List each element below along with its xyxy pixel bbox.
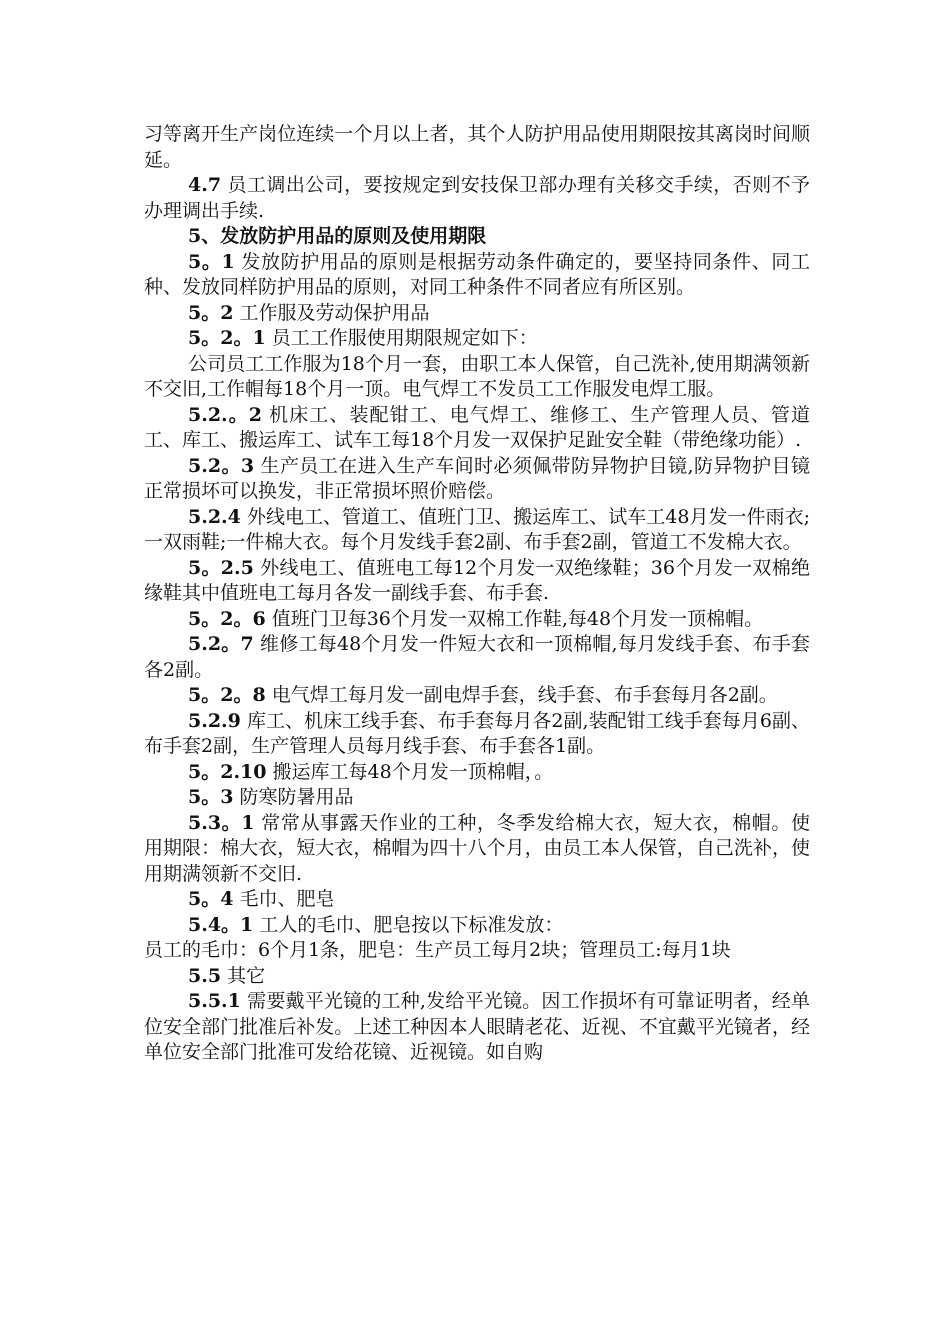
paragraph-text: 外线电工、管道工、值班门卫、搬运库工、试车工48月发一件雨衣;一双雨鞋;一件棉大衣。每个月发线手套2副、布手套2副，管道工不发棉大衣。 — [144, 505, 810, 553]
paragraph-5-5-1 — [144, 989, 810, 1066]
clause-number: 5。1 — [188, 250, 235, 273]
paragraph-text: 发放防护用品的原则是根据劳动条件确定的，要坚持同条件、同工种、发放同样防护用品的原则，对同工种条件不同者应有所区别。 — [144, 250, 810, 298]
paragraph-text: 搬运库工每48个月发一顶棉帽，。 — [266, 760, 554, 783]
clause-number: 5。2.5 — [188, 556, 254, 579]
paragraph-text: 毛巾、肥皂 — [233, 888, 335, 910]
paragraph-5-2-3 — [144, 454, 810, 505]
paragraph-text: 公司员工工作服为18个月一套，由职工本人保管，自己洗补,使用期满领新不交旧,工作帽每18个月一顶。电气焊工不发员工工作服发电焊工服。 — [144, 352, 810, 400]
clause-number: 5。2.10 — [188, 760, 267, 783]
paragraph-5-1 — [144, 250, 810, 301]
clause-number: 5。4 — [188, 888, 234, 910]
paragraph-text: 工人的毛巾、肥皂按以下标准发放： — [253, 913, 564, 936]
clause-number: 5。2 — [188, 301, 234, 324]
paragraph-text: 需要戴平光镜的工种,发给平光镜。因工作损坏有可靠证明者，经单位安全部门批准后补发。上述工种因本人眼睛老花、近视、不宜戴平光镜者，经单位安全部门批准可发给花镜、近视镜。如自购 — [144, 990, 810, 1063]
clause-number: 4.7 — [188, 174, 222, 196]
clause-number: 5。2。6 — [188, 607, 266, 630]
paragraph-continuation — [144, 122, 810, 173]
paragraph-5-2-7 — [144, 632, 810, 683]
paragraph-5-2-4 — [144, 505, 810, 556]
clause-number: 5.2.9 — [188, 709, 241, 732]
paragraph-5-3 — [144, 785, 810, 811]
paragraph-text: 库工、机床工线手套、布手套每月各2副,装配钳工线手套每月6副、布手套2副，生产管理人员每月线手套、布手套各1副。 — [144, 709, 810, 757]
clause-number: 5。3 — [188, 786, 234, 808]
paragraph-text: 其它 — [221, 964, 266, 987]
paragraph-text: 防寒防暑用品 — [233, 786, 354, 808]
clause-number: 5.2。7 — [188, 633, 254, 655]
paragraph-text: 机床工、装配钳工、电气焊工、维修工、生产管理人员、管道工、库工、搬运库工、试车工每18个月发一双保护足趾安全鞋（带绝缘功能）. — [144, 403, 811, 451]
clause-number: 5.4。1 — [188, 913, 254, 936]
paragraph-text: 员工调出公司，要按规定到安技保卫部办理有关移交手续，否则不予办理调出手续. — [144, 174, 810, 222]
paragraph-5-4 — [144, 887, 810, 913]
paragraph-text: 值班门卫每36个月发一双棉工作鞋,每48个月发一顶棉帽。 — [265, 607, 764, 630]
paragraph-5-2-9 — [144, 709, 810, 760]
heading-text: 5、发放防护用品的原则及使用期限 — [188, 225, 487, 247]
paragraph-4-7 — [144, 173, 810, 224]
paragraph-text: 维修工每48个月发一件短大衣和一顶棉帽,每月发线手套、布手套各2副。 — [144, 633, 810, 681]
clause-number: 5.5 — [188, 964, 222, 987]
paragraph-text: 外线电工、值班电工每12个月发一双绝缘鞋；36个月发一双棉绝缘鞋其中值班电工每月各发一副线手套、布手套. — [144, 556, 810, 604]
paragraph-5-2-6 — [144, 607, 810, 633]
clause-number: 5。2。8 — [188, 684, 266, 706]
paragraph-uniform-rule — [144, 352, 810, 403]
paragraph-text: 员工的毛巾：6个月1条，肥皂：生产员工每月2块；管理员工:每月1块 — [144, 939, 731, 961]
paragraph-5-2-1 — [144, 326, 810, 352]
paragraph-text: 电气焊工每月发一副电焊手套，线手套、布手套每月各2副。 — [265, 684, 778, 706]
paragraph-text: 常常从事露天作业的工种，冬季发给棉大衣，短大衣，棉帽。使用期限：棉大衣，短大衣，棉帽为四十八个月，由员工本人保管，自己洗补，使用期满领新不交旧. — [144, 811, 810, 885]
document-body — [144, 122, 810, 1066]
paragraph-5-2-10 — [144, 760, 810, 786]
paragraph-5-2 — [144, 301, 810, 327]
clause-number: 5.2.4 — [188, 505, 241, 528]
paragraph-5-5 — [144, 964, 810, 990]
clause-number: 5.2。3 — [188, 454, 255, 477]
section-heading-5 — [144, 224, 810, 250]
paragraph-5-4-1 — [144, 913, 810, 939]
paragraph-5-2-2 — [144, 403, 810, 454]
clause-number: 5.3。1 — [188, 811, 255, 834]
clause-number: 5.2.。2 — [188, 403, 263, 426]
paragraph-towel-soap-standard — [144, 938, 810, 964]
paragraph-text: 工作服及劳动保护用品 — [233, 301, 430, 324]
paragraph-5-2-8 — [144, 683, 810, 709]
paragraph-5-2-5 — [144, 556, 810, 607]
clause-number: 5.5.1 — [188, 990, 241, 1012]
clause-number: 5。2。1 — [188, 327, 266, 349]
paragraph-5-3-1 — [144, 811, 810, 888]
paragraph-text: 习等离开生产岗位连续一个月以上者，其个人防护用品使用期限按其离岗时间顺延。 — [144, 123, 810, 171]
paragraph-text: 生产员工在进入生产车间时必须佩带防异物护目镜,防异物护目镜正常损坏可以换发，非正常损坏照价赔偿。 — [144, 454, 810, 502]
paragraph-text: 员工工作服使用期限规定如下： — [265, 327, 538, 349]
